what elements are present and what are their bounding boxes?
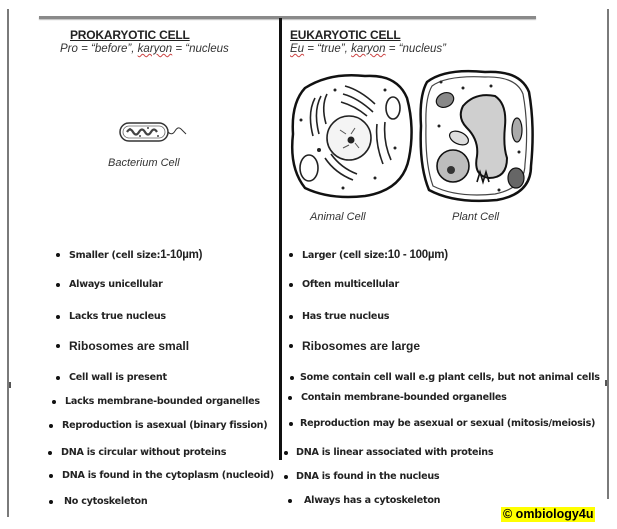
bullet-icon [289, 344, 293, 348]
list-item: Ribosomes are small [56, 339, 189, 353]
list-item: No cytoskeleton [49, 496, 147, 507]
prokaryotic-etymology [60, 43, 229, 55]
bullet-icon [288, 499, 292, 503]
right-border-tick [605, 380, 607, 386]
list-item: Has true nucleus [289, 311, 389, 322]
list-item: DNA is found in the cytoplasm (nucleoid) [49, 470, 274, 481]
bullet-icon [49, 500, 53, 504]
animal-cell-caption: Animal Cell [310, 211, 366, 223]
bullet-icon [56, 376, 60, 380]
bullet-icon [289, 315, 293, 319]
table-top-rule [39, 16, 536, 19]
bullet-icon [288, 396, 292, 400]
list-item: Cell wall is present [56, 372, 167, 383]
bullet-icon [52, 400, 56, 404]
list-item: Lacks true nucleus [56, 311, 166, 322]
bullet-icon [48, 451, 52, 455]
bacterium-caption: Bacterium Cell [108, 157, 180, 169]
etymology-term: karyon [351, 43, 386, 55]
etymology-term: Eu [290, 43, 305, 55]
list-item: Lacks membrane-bounded organelles [52, 396, 260, 407]
bullet-icon [289, 422, 293, 426]
right-page-border [607, 9, 609, 499]
column-divider [279, 18, 282, 460]
etymology-text: = “true”, [304, 43, 352, 55]
bacterium-cell-icon [118, 118, 188, 148]
list-item: Reproduction may be asexual or sexual (mitosis/meiosis) [289, 418, 595, 429]
etymology-term: karyon [137, 43, 173, 55]
bullet-icon [49, 424, 53, 428]
bullet-icon [290, 376, 294, 380]
prokaryotic-heading: PROKARYOTIC CELL [70, 28, 190, 42]
list-item: Larger (cell size: 10 - 100µm ) [289, 249, 448, 261]
plant-cell-icon [415, 66, 537, 204]
bullet-icon [49, 474, 53, 478]
bullet-icon [284, 475, 288, 479]
etymology-text: = “nucleus” [385, 43, 446, 55]
bullet-icon [56, 283, 60, 287]
etymology-text: Pro = “before”, [60, 43, 138, 55]
copyright-credit: © ombiology4u [503, 507, 594, 521]
list-item: Always unicellular [56, 279, 163, 290]
left-border-tick [9, 382, 11, 388]
bullet-icon [289, 283, 293, 287]
list-item: Often multicellular [289, 279, 399, 290]
list-item: Reproduction is asexual (binary fission) [49, 420, 267, 431]
bullet-icon [284, 451, 288, 455]
eukaryotic-heading: EUKARYOTIC CELL [290, 28, 401, 42]
list-item: DNA is circular without proteins [48, 447, 226, 458]
bullet-icon [56, 253, 60, 257]
bullet-icon [56, 344, 60, 348]
list-item: Contain membrane-bounded organelles [288, 392, 507, 403]
left-page-border [7, 9, 9, 517]
list-item: Smaller (cell size: 1-10µm ) [56, 249, 202, 261]
etymology-text: = “nucleus [172, 43, 229, 55]
list-item: DNA is found in the nucleus [284, 471, 439, 482]
bullet-icon [289, 253, 293, 257]
bullet-icon [56, 315, 60, 319]
eukaryotic-etymology [290, 43, 446, 55]
list-item: Some contain cell wall e.g plant cells, but not animal cells [290, 372, 600, 383]
list-item: DNA is linear associated with proteins [284, 447, 493, 458]
animal-cell-icon [285, 68, 417, 202]
list-item: Always has a cytoskeleton [288, 495, 440, 506]
plant-cell-caption: Plant Cell [452, 211, 500, 223]
list-item: Ribosomes are large [289, 339, 420, 353]
